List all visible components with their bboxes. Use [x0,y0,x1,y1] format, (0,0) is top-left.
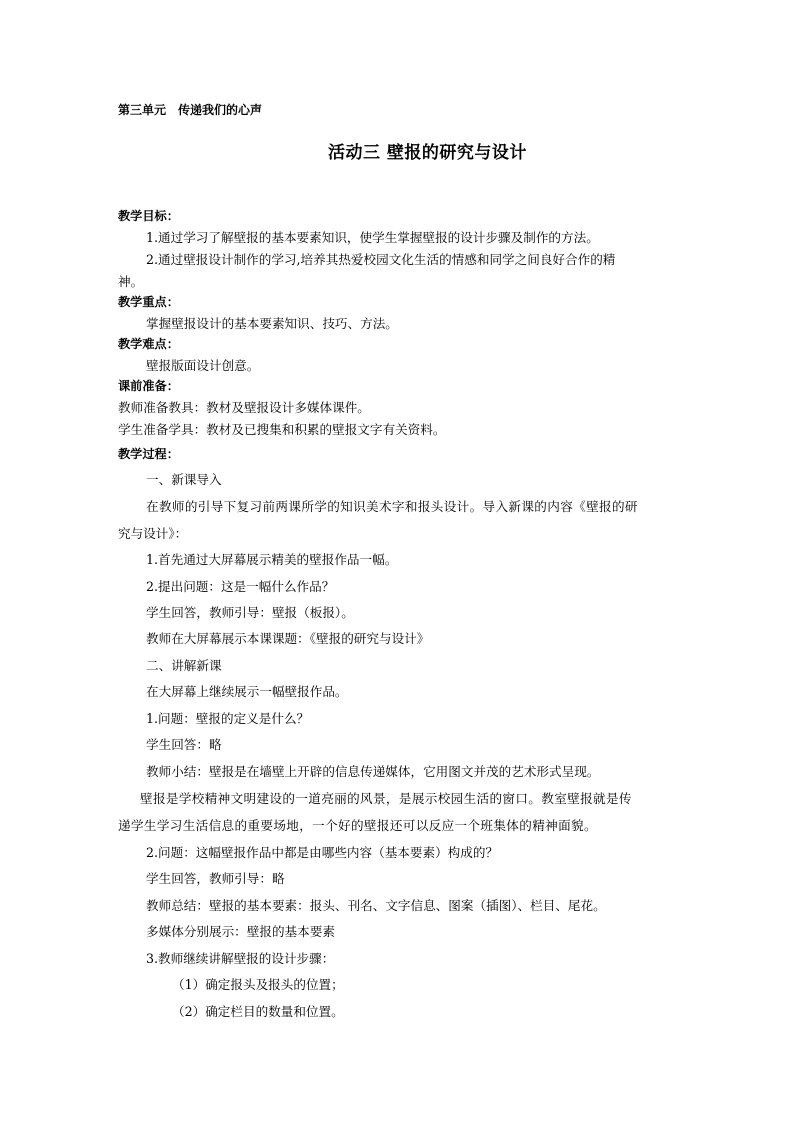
difficulties-heading: 教学难点： [118,337,179,351]
process-heading: 教学过程： [118,447,179,461]
process-line: 学生回答，教师引导：壁报（板报）。 [146,605,354,620]
process-line: 一、新课导入 [146,472,222,487]
objective-item-2-line-1: 2.通过壁报设计制作的学习,培养其热爱校园文化生活的情感和同学之间良好合作的精 [146,252,616,267]
process-line: 3.教师继续讲解壁报的设计步骤： [146,951,335,966]
process-line: 学生回答，教师引导：略 [146,871,285,886]
process-line: 在教师的引导下复习前两课所学的知识美术字和报头设计。导入新课的内容《壁报的研 [146,499,638,514]
process-line: 2.问题：这幅壁报作品中都是由哪些内容（基本要素）构成的？ [146,845,499,860]
process-line: （1）确定报头及报头的位置； [172,977,344,992]
process-line: 多媒体分别展示：壁报的基本要素 [146,924,335,939]
process-line: 2.提出问题：这是一幅什么作品？ [146,579,335,594]
process-line: 教师在大屏幕展示本课课题：《壁报的研究与设计》 [146,631,430,646]
process-line: 学生回答：略 [146,737,222,752]
preparation-heading: 课前准备： [118,379,179,393]
process-line: 究与设计》： [118,526,188,541]
process-line: 1.首先通过大屏幕展示精美的壁报作品一幅。 [146,552,398,567]
difficulties-text: 壁报版面设计创意。 [146,358,260,373]
objective-item-1: 1.通过学习了解壁报的基本要素知识，使学生掌握壁报的设计步骤及制作的方法。 [146,230,599,245]
objective-item-2-line-2: 神。 [118,274,144,289]
lesson-title: 活动三 壁报的研究与设计 [328,143,527,163]
unit-title: 传递我们的心声 [178,103,263,117]
preparation-student: 学生准备学具：教材及已搜集和积累的壁报文字有关资料。 [118,422,446,437]
unit-header [118,101,274,118]
process-line: 递学生学习生活信息的重要场地，一个好的壁报还可以反应一个班集体的精神面貌。 [118,818,597,833]
process-line: 在大屏幕上继续展示一幅壁报作品。 [146,684,348,699]
process-line: 二、讲解新课 [146,658,222,673]
process-line: （2）确定栏目的数量和位置。 [172,1004,344,1019]
process-line: 教师总结：壁报的基本要素：报头、刊名、文字信息、图案（插图）、栏目、尾花。 [146,898,606,913]
preparation-teacher: 教师准备教具：教材及壁报设计多媒体课件。 [118,400,370,415]
process-line: 1.问题：壁报的定义是什么？ [146,711,310,726]
objectives-heading: 教学目标： [118,209,179,223]
key-points-heading: 教学重点： [118,295,179,309]
unit-label: 第三单元 [118,103,167,117]
key-points-text: 掌握壁报设计的基本要素知识、技巧、方法。 [146,316,398,331]
process-line: 壁报是学校精神文明建设的一道亮丽的风景，是展示校园生活的窗口。教室壁报就是传 [140,791,632,806]
process-line: 教师小结：壁报是在墙壁上开辟的信息传递媒体，它用图文并茂的艺术形式呈现。 [146,764,600,779]
